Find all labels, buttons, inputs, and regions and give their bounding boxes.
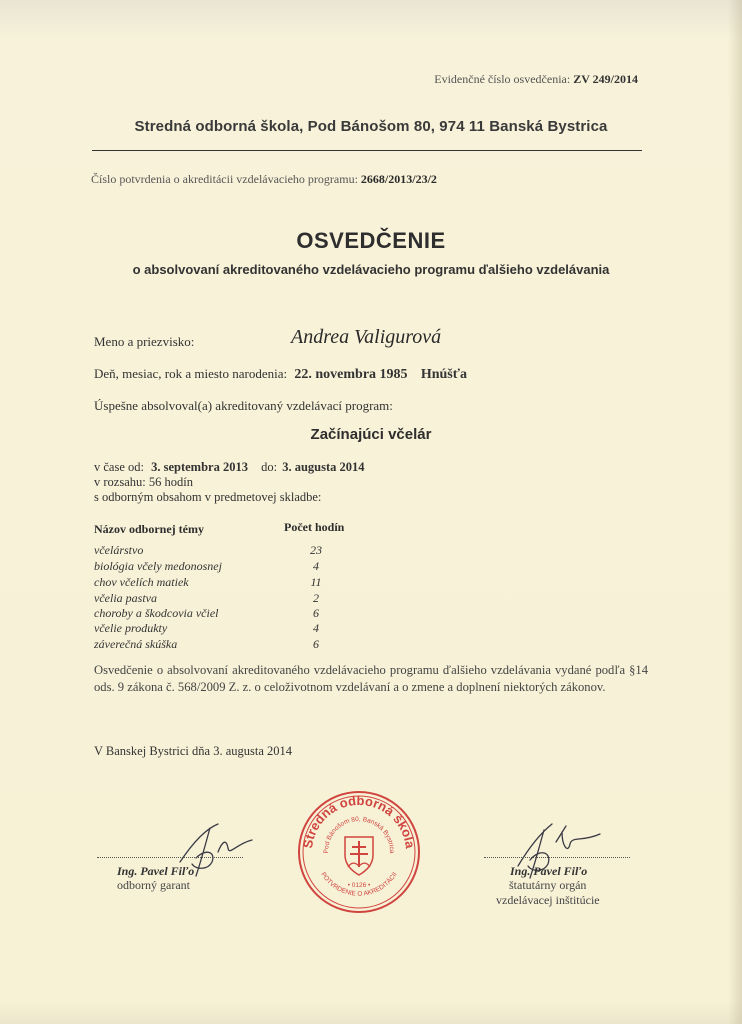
stamp-inner-text: Pod Bánošom 80, Banská Bystrica [322,815,396,854]
scope-line: v rozsahu: 56 hodín [94,475,193,489]
accreditation-label: Číslo potvrdenia o akreditácii vzdelávacieho programu: [91,172,358,186]
coat-of-arms-icon [345,837,373,875]
period-to-label: do: [261,460,278,474]
table-row [94,559,434,574]
evidence-label: Evidenčné číslo osvedčenia: [434,72,571,86]
topic-hours: 23 [310,543,322,557]
topic-name: včelie produkty [94,621,168,635]
period-from-label: v čase od: [94,460,144,474]
right-signature-line [484,857,630,858]
document-title: OSVEDČENIE [296,228,446,253]
topic-hours: 11 [310,575,322,589]
topic-hours: 6 [313,637,319,651]
right-signer-role-2: vzdelávacej inštitúcie [496,893,600,907]
topic-hours: 4 [313,559,319,573]
table-row [94,621,434,636]
topic-hours: 2 [313,591,319,605]
program-name: Začínajúci včelár [310,426,432,443]
birth-label: Deň, mesiac, rok a miesto narodenia: [94,366,288,381]
completed-label: Úspešne absolvoval(a) akreditovaný vzdelávací program: [94,398,393,413]
topic-name: včelia pastva [94,591,157,605]
table-row [94,606,434,621]
table-row [94,575,434,590]
table-row [94,637,434,652]
birth-line [94,366,467,383]
evidence-number-line [434,72,638,87]
name-label: Meno a priezvisko: [94,334,195,349]
period-to: 3. augusta 2014 [282,460,365,474]
topics-header: Názov odbornej témy [94,522,204,536]
topic-hours: 4 [313,621,319,635]
left-signature-line [97,857,243,858]
birth-place: Hnúšťa [420,367,468,382]
period-from: 3. septembra 2013 [151,460,248,474]
legal-text: Osvedčenie o absolvovaní akreditovaného vzdelávacieho programu ďalšieho vzdelávania vydané podľa §14 ods. 9 zákona č. 568/2009 Z. z. o celoživotnom vzdelávaní a o zmene a doplnení niektorých zákonov. [94,663,648,694]
left-signer-name: Ing. Pavel Fiľo [117,864,195,878]
stamp-bottom-text: POTVRDENIE O AKREDITÁCII [319,871,399,898]
school-header: Stredná odborná škola, Pod Bánošom 80, 974 11 Banská Bystrica [134,118,608,135]
right-signer-role-1: štatutárny orgán [509,878,587,892]
evidence-number: ZV 249/2014 [573,72,638,86]
table-row [94,543,434,558]
birth-date: 22. novembra 1985 [294,367,408,382]
stamp-top-text: Stredná odborná škola [300,792,418,850]
accreditation-number: 2668/2013/23/2 [360,172,437,186]
page-edge-shadow [728,0,742,1024]
left-signer-role: odborný garant [117,878,190,892]
document-subtitle: o absolvovaní akreditovaného vzdelávacieho programu ďalšieho vzdelávania [132,262,610,277]
topic-name: biológia včely medonosnej [94,559,222,573]
accreditation-line [91,172,437,187]
school-stamp [296,789,422,915]
period-line [94,460,365,475]
content-intro: s odborným obsahom v predmetovej skladbe: [94,490,322,504]
holder-name: Andrea Valigurová [291,326,442,348]
topic-hours: 6 [313,606,319,620]
table-row [94,591,434,606]
right-signer-name: Ing. Pavel Fiľo [510,864,588,878]
header-rule [92,150,642,151]
stamp-number: • 0126 • [347,882,371,889]
place-date: V Banskej Bystrici dňa 3. augusta 2014 [94,744,293,758]
topic-name: choroby a škodcovia včiel [94,606,219,620]
topic-name: včelárstvo [94,543,144,557]
hours-header: Počet hodín [284,520,345,534]
topic-name: chov včelích matiek [94,575,189,589]
topic-name: záverečná skúška [94,637,178,651]
